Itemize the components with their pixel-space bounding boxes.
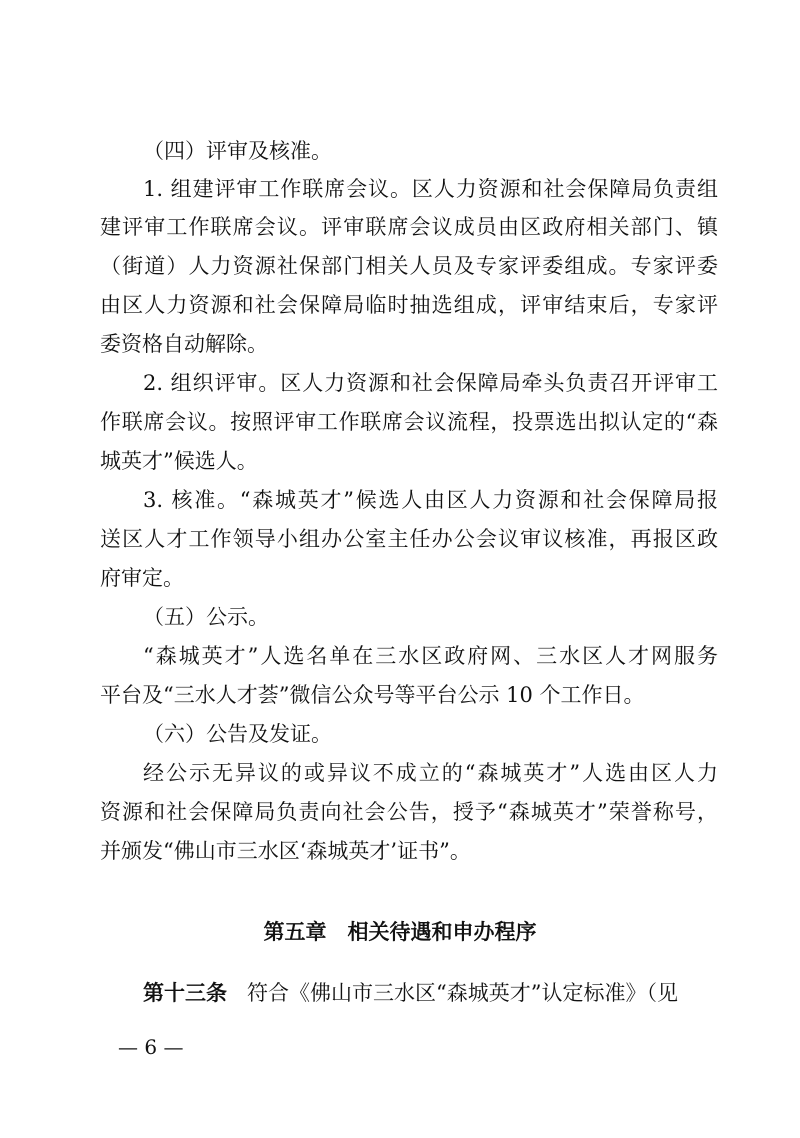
paragraph-line: 资源和社会保障局负责向社会公告，授予“森城英才”荣誉称号， (100, 800, 718, 824)
section-heading-review: （四）评审及核准。 (143, 139, 332, 163)
paragraph-line: 由区人力资源和社会保障局临时抽选组成，评审结束后，专家评 (100, 293, 718, 317)
paragraph-line: 1. 组建评审工作联席会议。区人力资源和社会保障局负责组 (143, 177, 718, 201)
section-heading-publicity: （五）公示。 (143, 605, 269, 629)
chapter-heading: 第五章 相关待遇和申办程序 (263, 920, 537, 944)
article-text: 符合《佛山市三水区“森城英才”认定标准》（见 (247, 981, 678, 1005)
page-number: — 6 — (118, 1035, 184, 1059)
paragraph-line: 府审定。 (100, 566, 184, 590)
paragraph-line: 送区人才工作领导小组办公室主任办公会议审议核准，再报区政 (100, 527, 718, 551)
paragraph-line: 建评审工作联席会议。评审联席会议成员由区政府相关部门、镇 (100, 215, 718, 239)
paragraph-line: 委资格自动解除。 (100, 332, 268, 356)
section-heading-announcement: （六）公告及发证。 (143, 722, 332, 746)
paragraph-line: “森城英才”人选名单在三水区政府网、三水区人才网服务 (143, 644, 718, 668)
paragraph-line: 城英才”候选人。 (100, 449, 258, 473)
article-number: 第十三条 (143, 981, 227, 1005)
paragraph-line: 3. 核准。“森城英才”候选人由区人力资源和社会保障局报 (143, 488, 718, 512)
paragraph-line: 2. 组织评审。区人力资源和社会保障局牵头负责召开评审工 (143, 371, 718, 395)
paragraph-line: 并颁发“佛山市三水区‘森城英才’证书”。 (100, 839, 471, 863)
paragraph-line: 作联席会议。按照评审工作联席会议流程，投票选出拟认定的“森 (100, 410, 718, 434)
paragraph-line: 经公示无异议的或异议不成立的“森城英才”人选由区人力 (143, 761, 718, 785)
paragraph-line: （街道）人力资源社保部门相关人员及专家评委组成。专家评委 (100, 254, 718, 278)
paragraph-line: 平台及“三水人才荟”微信公众号等平台公示 10 个工作日。 (100, 683, 645, 707)
article-line (143, 978, 678, 1008)
